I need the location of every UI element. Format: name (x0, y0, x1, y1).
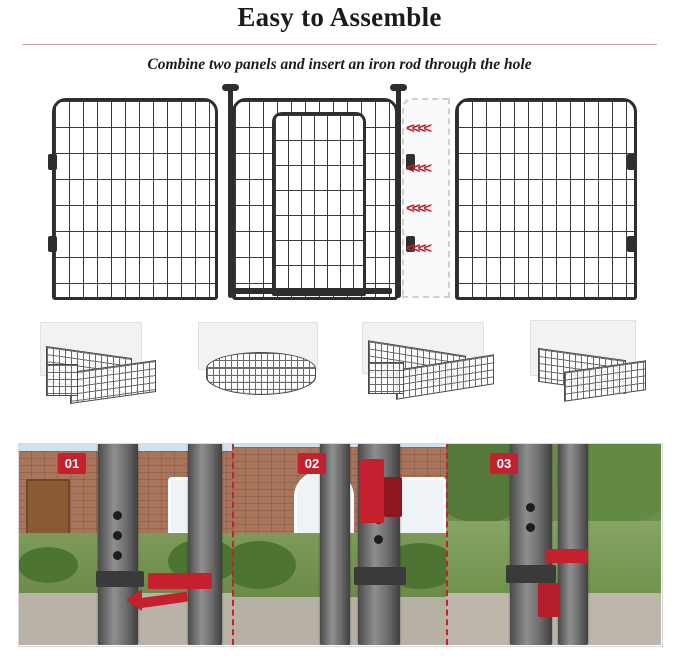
arrow-mark: <<<< (406, 120, 430, 137)
photo-strip (18, 443, 661, 645)
arrow-mark: <<<< (406, 240, 430, 257)
fence-post-back (188, 443, 222, 645)
configuration-corner (512, 318, 664, 426)
title-divider (22, 44, 657, 45)
fence-post-back (558, 443, 588, 645)
iron-rod-left (228, 86, 233, 298)
bush (18, 547, 78, 583)
photo-divider (446, 443, 448, 645)
red-rod-end (538, 583, 560, 617)
iron-rod-right-cap (390, 84, 407, 91)
foot-bracket (506, 565, 556, 583)
rod-hole (113, 511, 122, 520)
configuration-square (18, 318, 170, 426)
photo-divider (232, 443, 234, 645)
left-panel (52, 98, 218, 300)
red-rod-highlight (148, 573, 212, 589)
rod-hole (526, 503, 535, 512)
red-rod-insert (360, 459, 384, 523)
iron-rod-left-cap (222, 84, 239, 91)
mini-fence-ring-lower (206, 368, 316, 395)
rod-hole (113, 551, 122, 560)
foot-bracket (96, 571, 144, 587)
configuration-octagon (186, 318, 338, 426)
rod-hole (374, 535, 383, 544)
configuration-rectangle (352, 318, 504, 426)
photo-step-03 (446, 443, 661, 645)
step-badge-01: 01 (58, 453, 86, 474)
middle-panel-base (232, 288, 392, 294)
photo-step-02 (232, 443, 446, 645)
panel-door (272, 112, 366, 296)
red-rod-inserted (546, 549, 588, 563)
hinge-icon (627, 236, 636, 252)
rod-hole (113, 531, 122, 540)
arrow-mark: <<<< (406, 200, 430, 217)
red-arrow-head (126, 589, 142, 611)
hinge-icon (627, 154, 636, 170)
photo-step-01 (18, 443, 232, 645)
house-window (396, 477, 446, 537)
page-title: Easy to Assemble (237, 2, 442, 32)
panel-diagram (0, 84, 679, 312)
step-badge-02: 02 (298, 453, 326, 474)
hinge-icon (48, 236, 57, 252)
configurations-row (0, 318, 679, 428)
page-subtitle: Combine two panels and insert an iron rod through the hole (147, 56, 532, 73)
arrow-mark: <<<< (406, 160, 430, 177)
iron-rod-right (396, 86, 401, 298)
hinge-icon (48, 154, 57, 170)
right-panel (455, 98, 637, 300)
mini-fence-segment (46, 364, 78, 396)
rod-hole (526, 523, 535, 532)
red-rod-shadow (384, 477, 402, 517)
fence-post-front (98, 443, 138, 645)
mini-fence-segment (368, 362, 404, 394)
step-badge-03: 03 (490, 453, 518, 474)
foot-bracket (354, 567, 406, 585)
